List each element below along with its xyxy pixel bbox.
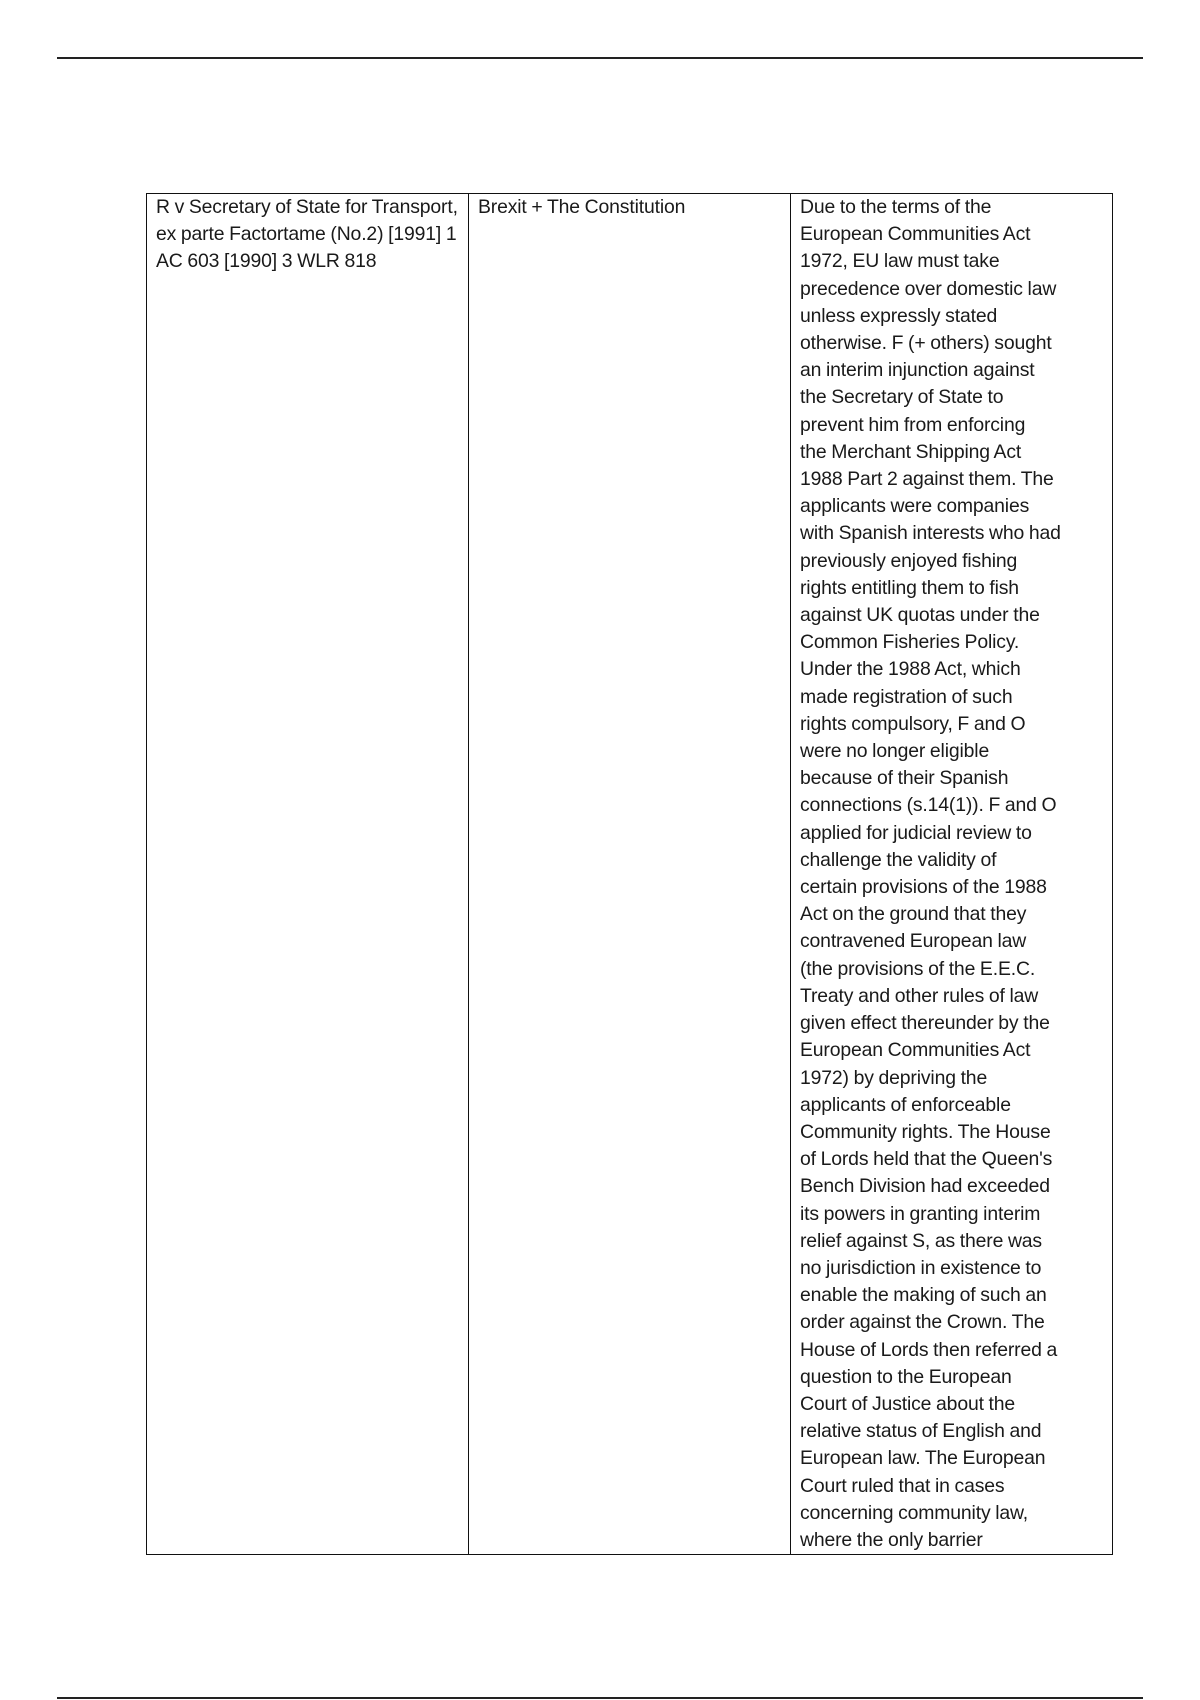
summary-line: order against the Crown. The: [800, 1311, 1045, 1334]
summary-line: against UK quotas under the: [800, 604, 1040, 627]
summary-line: previously enjoyed fishing: [800, 549, 1018, 572]
summary-line: Under the 1988 Act, which: [800, 658, 1021, 681]
topic: Brexit + The Constitution: [478, 196, 686, 218]
summary-line: its powers in granting interim: [800, 1202, 1041, 1225]
summary-line: unless expressly stated: [800, 304, 998, 327]
summary-line: Bench Division had exceeded: [800, 1175, 1050, 1198]
summary-line: relief against S, as there was: [800, 1229, 1042, 1252]
summary-line: where the only barrier: [800, 1528, 983, 1551]
summary-line: the Secretary of State to: [800, 386, 1004, 409]
summary-line: precedence over domestic law: [800, 277, 1057, 300]
summary-line: rights entitling them to fish: [800, 576, 1019, 599]
summary-line: relative status of English and: [800, 1420, 1042, 1443]
summary-line: European Communities Act: [800, 223, 1031, 246]
case-table: [146, 193, 1113, 1555]
summary-line: applicants were companies: [800, 495, 1030, 518]
summary-line: of Lords held that the Queen's: [800, 1148, 1053, 1171]
header-rule: [57, 57, 1143, 59]
summary-cell: [791, 194, 1113, 1555]
summary-line: Court of Justice about the: [800, 1392, 1016, 1415]
summary-line: enable the making of such an: [800, 1284, 1047, 1307]
summary-line: 1972) by depriving the: [800, 1066, 988, 1089]
summary-line: made registration of such: [800, 685, 1013, 708]
table-row: [147, 194, 1113, 1555]
footer-rule: [57, 1697, 1143, 1699]
case-summary: [800, 194, 1103, 1554]
summary-line: connections (s.14(1)). F and O: [800, 794, 1057, 817]
summary-line: prevent him from enforcing: [800, 413, 1026, 436]
summary-line: given effect thereunder by the: [800, 1012, 1050, 1035]
summary-line: European law. The European: [800, 1447, 1046, 1470]
summary-line: applied for judicial review to: [800, 821, 1032, 844]
topic-cell: [469, 194, 791, 1555]
case-citation: R v Secretary of State for Transport, ex parte Factortame (No.2) [1991] 1 AC 603 [1990] 3 WLR 818: [156, 196, 458, 273]
summary-line: with Spanish interests who had: [800, 522, 1061, 545]
summary-line: question to the European: [800, 1365, 1012, 1388]
summary-line: an interim injunction against: [800, 359, 1035, 382]
summary-line: Due to the terms of the: [800, 196, 992, 218]
summary-line: applicants of enforceable: [800, 1093, 1011, 1116]
case-citation-cell: [147, 194, 469, 1555]
summary-line: European Communities Act: [800, 1039, 1031, 1062]
summary-line: contravened European law: [800, 930, 1027, 953]
summary-line: concerning community law,: [800, 1501, 1029, 1524]
summary-line: certain provisions of the 1988: [800, 876, 1047, 899]
summary-line: otherwise. F (+ others) sought: [800, 332, 1052, 355]
summary-line: House of Lords then referred a: [800, 1338, 1058, 1361]
summary-line: 1988 Part 2 against them. The: [800, 468, 1054, 491]
summary-line: Common Fisheries Policy.: [800, 631, 1020, 654]
summary-line: no jurisdiction in existence to: [800, 1256, 1042, 1279]
summary-line: Court ruled that in cases: [800, 1474, 1005, 1497]
summary-line: because of their Spanish: [800, 767, 1009, 790]
summary-line: Community rights. The House: [800, 1120, 1051, 1143]
summary-line: (the provisions of the E.E.C.: [800, 957, 1036, 980]
summary-line: challenge the validity of: [800, 848, 997, 871]
summary-line: were no longer eligible: [800, 740, 990, 763]
summary-line: rights compulsory, F and O: [800, 712, 1026, 735]
summary-line: 1972, EU law must take: [800, 250, 1000, 273]
summary-line: Act on the ground that they: [800, 903, 1027, 926]
summary-line: the Merchant Shipping Act: [800, 440, 1022, 463]
summary-line: Treaty and other rules of law: [800, 984, 1039, 1007]
